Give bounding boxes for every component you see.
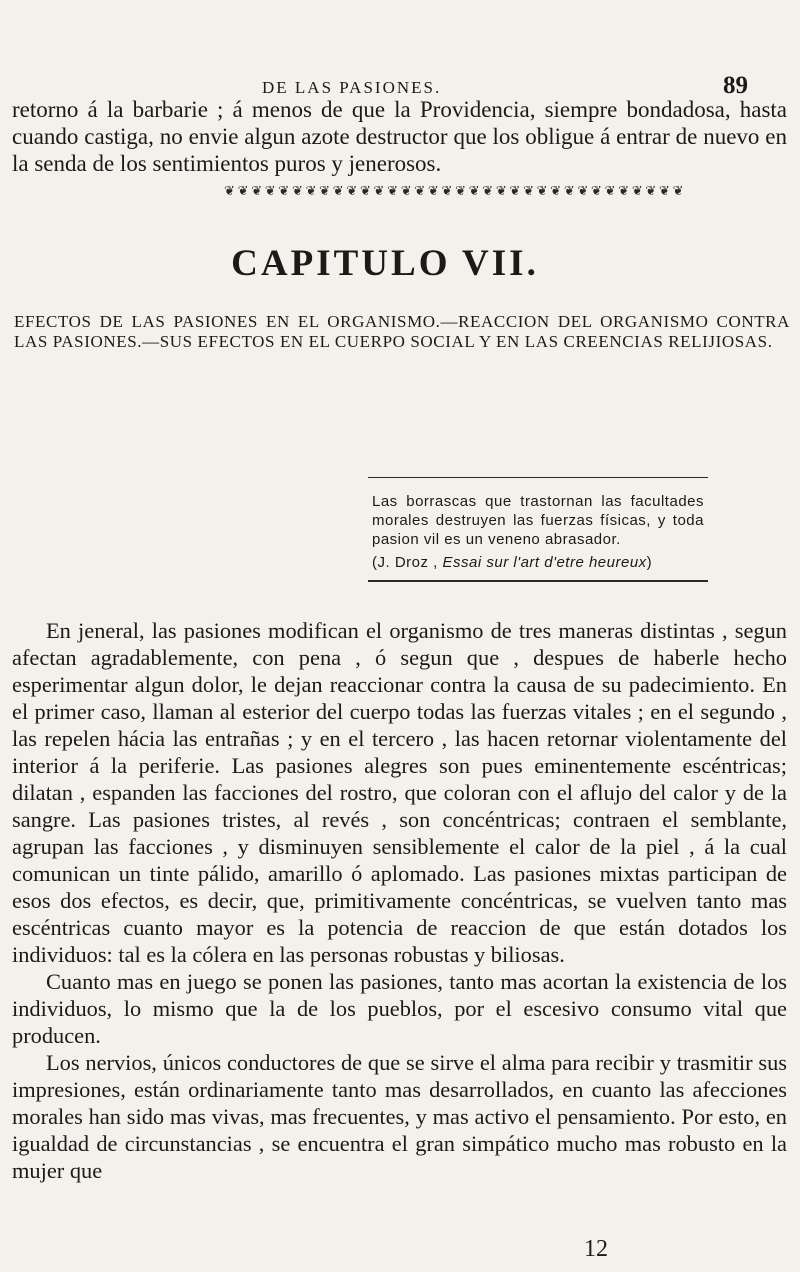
ornament-flourish-icon: ❦	[455, 183, 466, 198]
ornament-flourish-icon: ❦	[468, 183, 480, 198]
ornament-flourish-icon: ❦	[291, 183, 303, 198]
ornament-flourish-icon: ❦	[441, 183, 453, 198]
page-number: 89	[723, 72, 748, 99]
chapter-summary	[14, 312, 790, 352]
ornament-flourish-icon: ❦	[427, 183, 439, 198]
ornament-flourish-icon: ❦	[482, 183, 494, 198]
ornament-flourish-icon: ❦	[536, 183, 548, 198]
intro-paragraph	[12, 96, 787, 177]
citation-work: Essai sur l'art d'etre heureux	[442, 554, 647, 571]
epigraph-text: Las borrascas que trastornan las facultades morales destruyen las fuerzas físicas, y toda pasion vil es un veneno abrasador.	[372, 493, 704, 548]
ornament-flourish-icon: ❦	[387, 183, 399, 198]
epigraph-rule-bottom	[368, 580, 708, 582]
ornament-flourish-icon: ❦	[373, 183, 385, 198]
body-paragraph-1: En jeneral, las pasiones modifican el organismo de tres maneras distintas , segun afectan agradablemente, con pena , ó segun que , despues de haberle hecho esperimentar algun dolor, le dejan reaccionar contra la causa de su padecimiento. En el primer caso, llaman al esterior del cuerpo todas las fuerzas vitales ; en el segundo , las repelen hácia las entrañas ; y en el tercero , las hacen retornar violentamente del interior á la periferie. Las pasiones alegres son pues eminentemente escéntricas; dilatan , espanden las facciones del rostro, que coloran con el aflujo del calor y de la sangre. Las pasiones tristes, al revés , son concéntricas; contraen el semblante, agrupan las facciones , y disminuyen sensiblemente el calor de la piel , á la cual comunican un tinte pálido, amarillo ó aplomado. Las pasiones mixtas participan de esos dos efectos, es decir, que, primitivamente concéntricas, se vuelven tanto mas escéntricas cuanto mayor es la potencia de reaccion de que están dotados los individuos: tal es la cólera en las personas robustas y biliosas.	[12, 618, 787, 967]
ornament-flourish-icon: ❦	[509, 183, 521, 198]
ornament-flourish-icon: ❦	[631, 183, 643, 198]
citation-author: (J. Droz ,	[372, 554, 443, 571]
ornament-flourish-icon: ❦	[414, 183, 426, 198]
epigraph	[368, 477, 708, 584]
body-text	[12, 617, 787, 1184]
chapter-title: CAPITULO VII.	[231, 243, 539, 284]
chapter-summary-text: EFECTOS DE LAS PASIONES EN EL ORGANISMO.—REACCION DEL ORGANISMO CONTRA LAS PASIONES.—SUS EFECTOS EN EL CUERPO SOCIAL Y EN LAS CREENCIAS RELIJIOSAS.	[14, 312, 790, 351]
ornament-flourish-icon: ❦	[359, 183, 371, 198]
citation-close: )	[646, 554, 653, 571]
ornament-flourish-icon: ❦	[604, 183, 616, 198]
signature-mark: 12	[584, 1236, 608, 1262]
ornament-flourish-icon: ❦	[237, 183, 249, 198]
ornament-flourish-icon: ❦	[495, 183, 507, 198]
body-paragraph-3: Los nervios, únicos conductores de que se sirve el alma para recibir y trasmitir sus impresiones, están ordinariamente tanto mas desarrollados, en cuanto las afecciones morales han sido mas vivas, mas frecuentes, y mas activo el pensamiento. Por esto, en igualdad de circunstancias , se encuentra el gran simpático mucho mas robusto en la mujer que	[12, 1050, 787, 1183]
ornament-flourish-icon: ❦	[591, 183, 602, 198]
ornament-flourish-icon: ❦	[346, 183, 358, 198]
ornament-flourish-icon: ❦	[645, 183, 657, 198]
ornament-flourish-icon: ❦	[332, 183, 344, 198]
ornament-flourish-icon: ❦	[577, 183, 589, 198]
ornament-flourish-icon: ❦	[523, 183, 534, 198]
running-title: DE LAS PASIONES.	[262, 78, 442, 97]
ornament-flourish-icon: ❦	[400, 183, 412, 198]
ornament-flourish-icon: ❦	[251, 183, 263, 198]
body-paragraph-2: Cuanto mas en juego se ponen las pasiones, tanto mas acortan la existencia de los individuos, lo mismo que la de los pueblos, por el escesivo consumo vital que producen.	[12, 969, 787, 1048]
ornament-divider	[224, 182, 684, 200]
ornament-flourish-icon: ❦	[672, 183, 684, 198]
ornament-flourish-icon: ❦	[618, 183, 630, 198]
ornament-flourish-icon: ❦	[550, 183, 562, 198]
ornament-flourish-icon: ❦	[305, 183, 317, 198]
ornament-flourish-icon: ❦	[319, 183, 331, 198]
ornament-flourish-icon: ❦	[278, 183, 290, 198]
ornament-flourish-icon: ❦	[224, 183, 235, 198]
ornament-flourish-icon: ❦	[563, 183, 575, 198]
intro-text: retorno á la barbarie ; á menos de que la Providencia, siempre bondadosa, hasta cuando castiga, no envie algun azote destructor que los obligue á entrar de nuevo en la senda de los sentimientos puros y jenerosos.	[12, 97, 787, 176]
epigraph-citation	[372, 553, 704, 572]
ornament-flourish-icon: ❦	[264, 183, 276, 198]
ornament-flourish-icon: ❦	[659, 183, 670, 198]
